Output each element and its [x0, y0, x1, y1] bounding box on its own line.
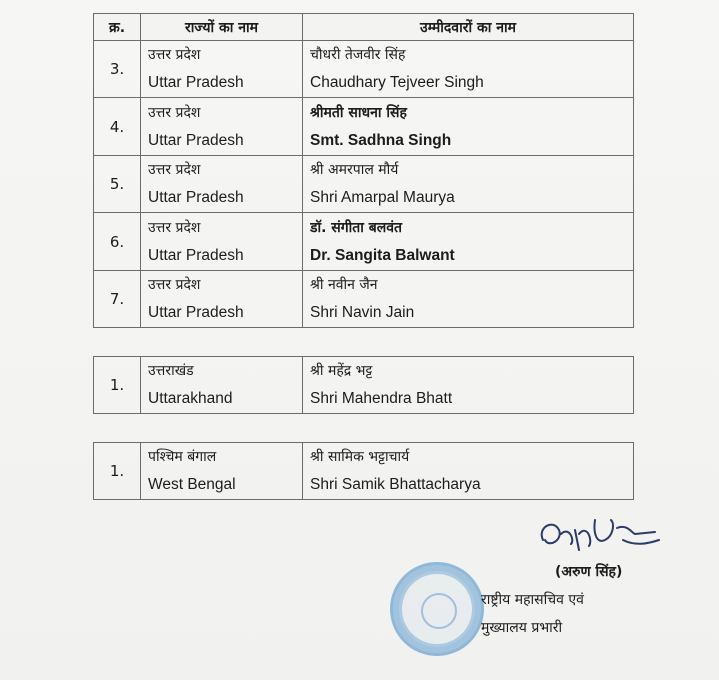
state-name-english: Uttar Pradesh [148, 74, 244, 91]
header-serial: क्र. [94, 14, 141, 41]
state-name-english: West Bengal [148, 476, 236, 493]
state-name-hindi: उत्तर प्रदेश [148, 47, 201, 63]
state-name-hindi: उत्तर प्रदेश [148, 162, 201, 178]
candidate-name-hindi: श्रीमती साधना सिंह [310, 104, 407, 121]
table-row [94, 156, 634, 213]
candidate-name-english: Shri Navin Jain [310, 304, 415, 321]
state-cell [141, 357, 303, 414]
candidate-cell [303, 443, 634, 500]
designation-line-2: मुख्यालय प्रभारी [481, 620, 563, 636]
state-cell [141, 41, 303, 98]
state-name-hindi: पश्चिम बंगाल [148, 449, 217, 465]
table-row [94, 271, 634, 328]
stamp-emblem [421, 593, 457, 629]
candidate-name-english: Shri Amarpal Maurya [310, 189, 455, 206]
serial-number: 1. [94, 443, 141, 500]
table-row [94, 98, 634, 156]
official-stamp [390, 562, 484, 656]
serial-number: 1. [94, 357, 141, 414]
state-name-hindi: उत्तर प्रदेश [148, 104, 201, 121]
candidate-cell [303, 156, 634, 213]
state-name-english: Uttarakhand [148, 390, 233, 407]
header-state: राज्यों का नाम [141, 14, 303, 41]
candidate-table-west-bengal [93, 442, 634, 500]
candidate-cell [303, 213, 634, 271]
candidate-cell [303, 271, 634, 328]
table-header-row [94, 14, 634, 41]
serial-number: 4. [94, 98, 141, 156]
candidate-name-english: Smt. Sadhna Singh [310, 131, 452, 149]
candidate-cell [303, 41, 634, 98]
state-name-english: Uttar Pradesh [148, 189, 244, 206]
candidate-name-hindi: श्री नवीन जैन [310, 277, 378, 293]
candidate-name-hindi: श्री महेंद्र भट्ट [310, 363, 373, 379]
candidate-cell [303, 357, 634, 414]
state-name-english: Uttar Pradesh [148, 246, 244, 264]
handwritten-signature [535, 510, 665, 562]
candidate-name-english: Shri Samik Bhattacharya [310, 476, 481, 493]
serial-number: 5. [94, 156, 141, 213]
state-name-hindi: उत्तराखंड [148, 363, 194, 379]
candidate-table-uttarakhand [93, 356, 634, 414]
candidate-table-up [93, 13, 634, 328]
serial-number: 7. [94, 271, 141, 328]
state-cell [141, 443, 303, 500]
candidate-name-english: Chaudhary Tejveer Singh [310, 74, 484, 91]
table-row [94, 443, 634, 500]
candidate-cell [303, 98, 634, 156]
table-row [94, 357, 634, 414]
candidate-name-english: Dr. Sangita Balwant [310, 246, 455, 264]
state-name-hindi: उत्तर प्रदेश [148, 277, 201, 293]
candidate-name-hindi: डॉ. संगीता बलवंत [310, 219, 403, 236]
serial-number: 3. [94, 41, 141, 98]
state-name-hindi: उत्तर प्रदेश [148, 219, 201, 236]
candidate-name-hindi: श्री अमरपाल मौर्य [310, 162, 399, 178]
signatory-name: (अरुण सिंह) [555, 564, 623, 580]
table-row [94, 213, 634, 271]
state-name-english: Uttar Pradesh [148, 131, 244, 149]
candidate-name-english: Shri Mahendra Bhatt [310, 390, 453, 407]
signature-block [385, 510, 685, 675]
state-cell [141, 156, 303, 213]
candidate-name-hindi: श्री सामिक भट्टाचार्य [310, 449, 410, 465]
serial-number: 6. [94, 213, 141, 271]
designation-line-1: राष्ट्रीय महासचिव एवं [481, 592, 584, 608]
state-cell [141, 98, 303, 156]
state-cell [141, 271, 303, 328]
candidate-name-hindi: चौधरी तेजवीर सिंह [310, 47, 406, 63]
header-candidate: उम्मीदवारों का नाम [303, 14, 634, 41]
state-cell [141, 213, 303, 271]
table-row [94, 41, 634, 98]
state-name-english: Uttar Pradesh [148, 304, 244, 321]
